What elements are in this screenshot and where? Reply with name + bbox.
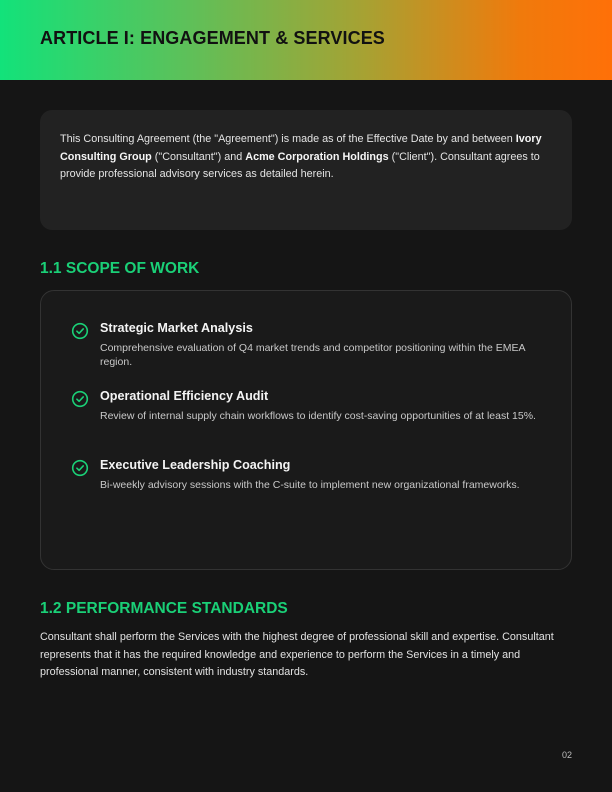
scope-item-description: Review of internal supply chain workflows to identify cost-saving opportunities of at least 15%. — [100, 410, 536, 422]
check-circle-icon — [71, 459, 89, 477]
intro-card — [40, 110, 572, 230]
page-title: ARTICLE I: ENGAGEMENT & SERVICES — [40, 28, 385, 48]
page-number: 02 — [561, 750, 572, 760]
intro-paragraph — [60, 131, 552, 184]
performance-paragraph: Consultant shall perform the Services with the highest degree of professional skill and expertise. Consultant represents that it has the required knowledge and experience to perform the Services in a timely and professional manner, consistent with industry standards. — [40, 631, 554, 678]
scope-heading: 1.1 SCOPE OF WORK — [40, 260, 200, 277]
intro-text-part-2: ("Consultant") and — [151, 150, 246, 163]
performance-heading: 1.2 PERFORMANCE STANDARDS — [40, 600, 288, 617]
scope-item-description: Comprehensive evaluation of Q4 market trends and competitor positioning within the EMEA region. — [100, 342, 525, 368]
scope-item-title: Operational Efficiency Audit — [100, 389, 269, 403]
check-circle-icon — [71, 322, 89, 340]
consultant-name: Ivory Consulting Group — [60, 133, 542, 163]
scope-item-title: Executive Leadership Coaching — [100, 458, 291, 472]
scope-item-description: Bi-weekly advisory sessions with the C-suite to implement new organizational frameworks. — [100, 479, 520, 491]
intro-text-part-3: ("Client"). Consultant agrees to provide professional advisory services as detailed herein. — [60, 150, 540, 180]
scope-item-title: Strategic Market Analysis — [100, 321, 253, 335]
header-banner — [0, 0, 612, 80]
check-circle-icon — [71, 390, 89, 408]
client-name: Acme Corporation Holdings — [245, 150, 389, 163]
scope-card — [40, 290, 572, 570]
intro-text-part-1: This Consulting Agreement (the "Agreement") is made as of the Effective Date by and between — [60, 133, 516, 145]
